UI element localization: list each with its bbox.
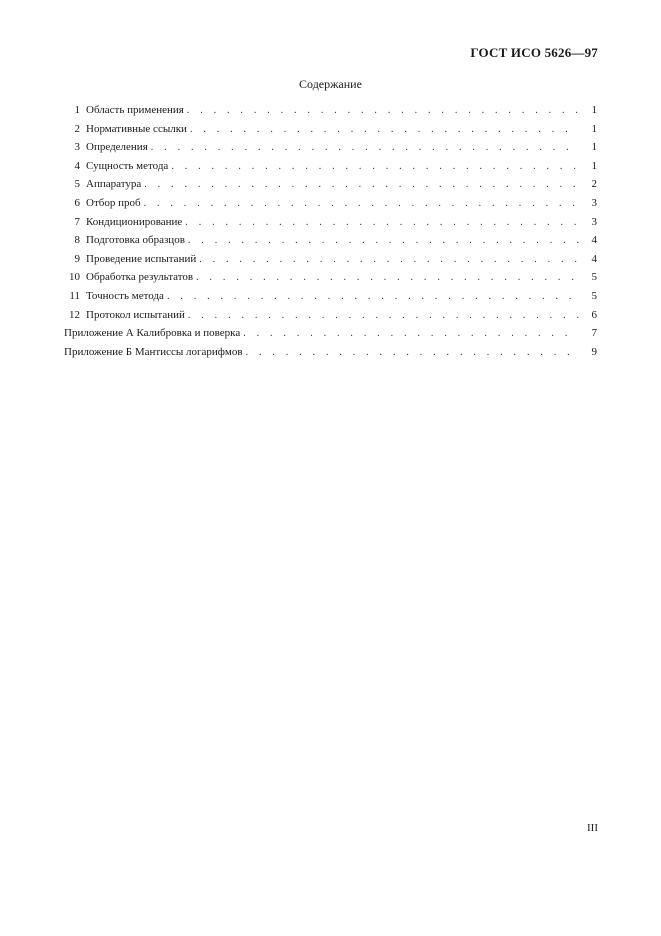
toc-leader-dots	[144, 195, 579, 214]
toc-entry-label	[64, 194, 141, 213]
toc-entry-text: Приложение Б Мантиссы логарифмов	[64, 345, 243, 358]
page-number: III	[587, 822, 598, 834]
toc-entry-text: Точность метода	[86, 289, 164, 302]
toc-entry-text: Определения	[86, 141, 148, 154]
toc-entry-number: 10	[69, 271, 80, 284]
toc-entry-page: 5	[591, 271, 597, 284]
toc-title: Содержание	[299, 77, 362, 91]
toc-entry-page: 1	[591, 141, 597, 154]
toc-leader-dots	[246, 344, 579, 363]
toc-entry-number: 11	[69, 289, 80, 302]
toc-entry-text: Сущность метода	[86, 159, 169, 172]
toc-entry-page: 1	[591, 104, 597, 116]
toc-entry-page: 4	[591, 234, 597, 247]
toc-entry-text: Область применения	[86, 104, 184, 116]
toc-leader-dots	[190, 121, 579, 140]
toc-entry-number: 1	[74, 104, 80, 116]
toc-entry-page: 7	[591, 327, 597, 340]
toc-entry-text: Нормативные ссылки	[86, 122, 187, 135]
toc-entry[interactable]	[64, 231, 597, 250]
toc-entry[interactable]	[64, 101, 597, 120]
toc-entry-label	[64, 268, 193, 287]
toc-entry[interactable]	[64, 175, 597, 194]
toc-entry-label	[64, 157, 168, 176]
toc-entry-text: Обработка результатов	[86, 271, 194, 284]
toc-entry-label	[64, 120, 187, 139]
toc-leader-dots	[171, 158, 579, 177]
toc-entry-label	[64, 324, 240, 343]
toc-entry[interactable]	[64, 343, 597, 362]
toc-entry-page: 6	[591, 308, 597, 321]
toc-entry-text: Подготовка образцов	[86, 234, 185, 247]
toc-entry-number: 12	[69, 308, 80, 321]
table-of-contents	[64, 101, 597, 361]
toc-entry-page: 3	[591, 196, 597, 209]
toc-entry-page: 9	[591, 345, 597, 358]
toc-entry-text: Протокол испытаний	[86, 308, 185, 321]
toc-entry[interactable]	[64, 287, 597, 306]
toc-entry-number: 6	[74, 196, 80, 209]
toc-entry-label	[64, 101, 184, 120]
toc-entry-page: 4	[591, 252, 597, 265]
toc-entry-label	[64, 231, 185, 250]
toc-leader-dots	[185, 214, 579, 233]
toc-entry-number: 4	[74, 159, 80, 172]
toc-entry-label	[64, 343, 243, 362]
toc-entry-number: 3	[74, 141, 80, 154]
toc-leader-dots	[188, 232, 579, 251]
toc-leader-dots	[144, 176, 579, 195]
toc-entry-number: 2	[74, 122, 80, 135]
toc-leader-dots	[187, 102, 579, 121]
toc-entry[interactable]	[64, 138, 597, 157]
toc-leader-dots	[151, 139, 579, 158]
toc-entry-number: 8	[74, 234, 80, 247]
toc-entry-page: 5	[591, 289, 597, 302]
toc-leader-dots	[243, 325, 579, 344]
toc-entry-label	[64, 306, 185, 325]
toc-entry-label	[64, 213, 182, 232]
toc-entry-page: 2	[591, 178, 597, 191]
toc-entry-text: Аппаратура	[86, 178, 142, 191]
toc-leader-dots	[199, 251, 579, 270]
toc-entry-number: 7	[74, 215, 80, 228]
toc-leader-dots	[196, 269, 579, 288]
toc-entry[interactable]	[64, 194, 597, 213]
toc-entry[interactable]	[64, 324, 597, 343]
toc-entry-number: 9	[74, 252, 80, 265]
toc-entry[interactable]	[64, 250, 597, 269]
toc-entry-text: Приложение А Калибровка и поверка	[64, 327, 241, 340]
toc-entry[interactable]	[64, 306, 597, 325]
toc-entry[interactable]	[64, 213, 597, 232]
toc-entry-number: 5	[74, 178, 80, 191]
toc-entry-label	[64, 175, 141, 194]
toc-entry-text: Отбор проб	[86, 196, 141, 209]
document-code: ГОСТ ИСО 5626—97	[470, 45, 598, 60]
toc-entry-label	[64, 287, 164, 306]
toc-leader-dots	[188, 307, 579, 326]
toc-entry-text: Кондиционирование	[86, 215, 183, 228]
toc-entry-page: 1	[591, 122, 597, 135]
toc-entry-page: 3	[591, 215, 597, 228]
toc-entry[interactable]	[64, 120, 597, 139]
toc-entry-text: Проведение испытаний	[86, 252, 197, 265]
toc-entry[interactable]	[64, 157, 597, 176]
toc-leader-dots	[167, 288, 579, 307]
toc-entry[interactable]	[64, 268, 597, 287]
toc-entry-label	[64, 138, 148, 157]
toc-entry-page: 1	[591, 159, 597, 172]
toc-entry-label	[64, 250, 196, 269]
